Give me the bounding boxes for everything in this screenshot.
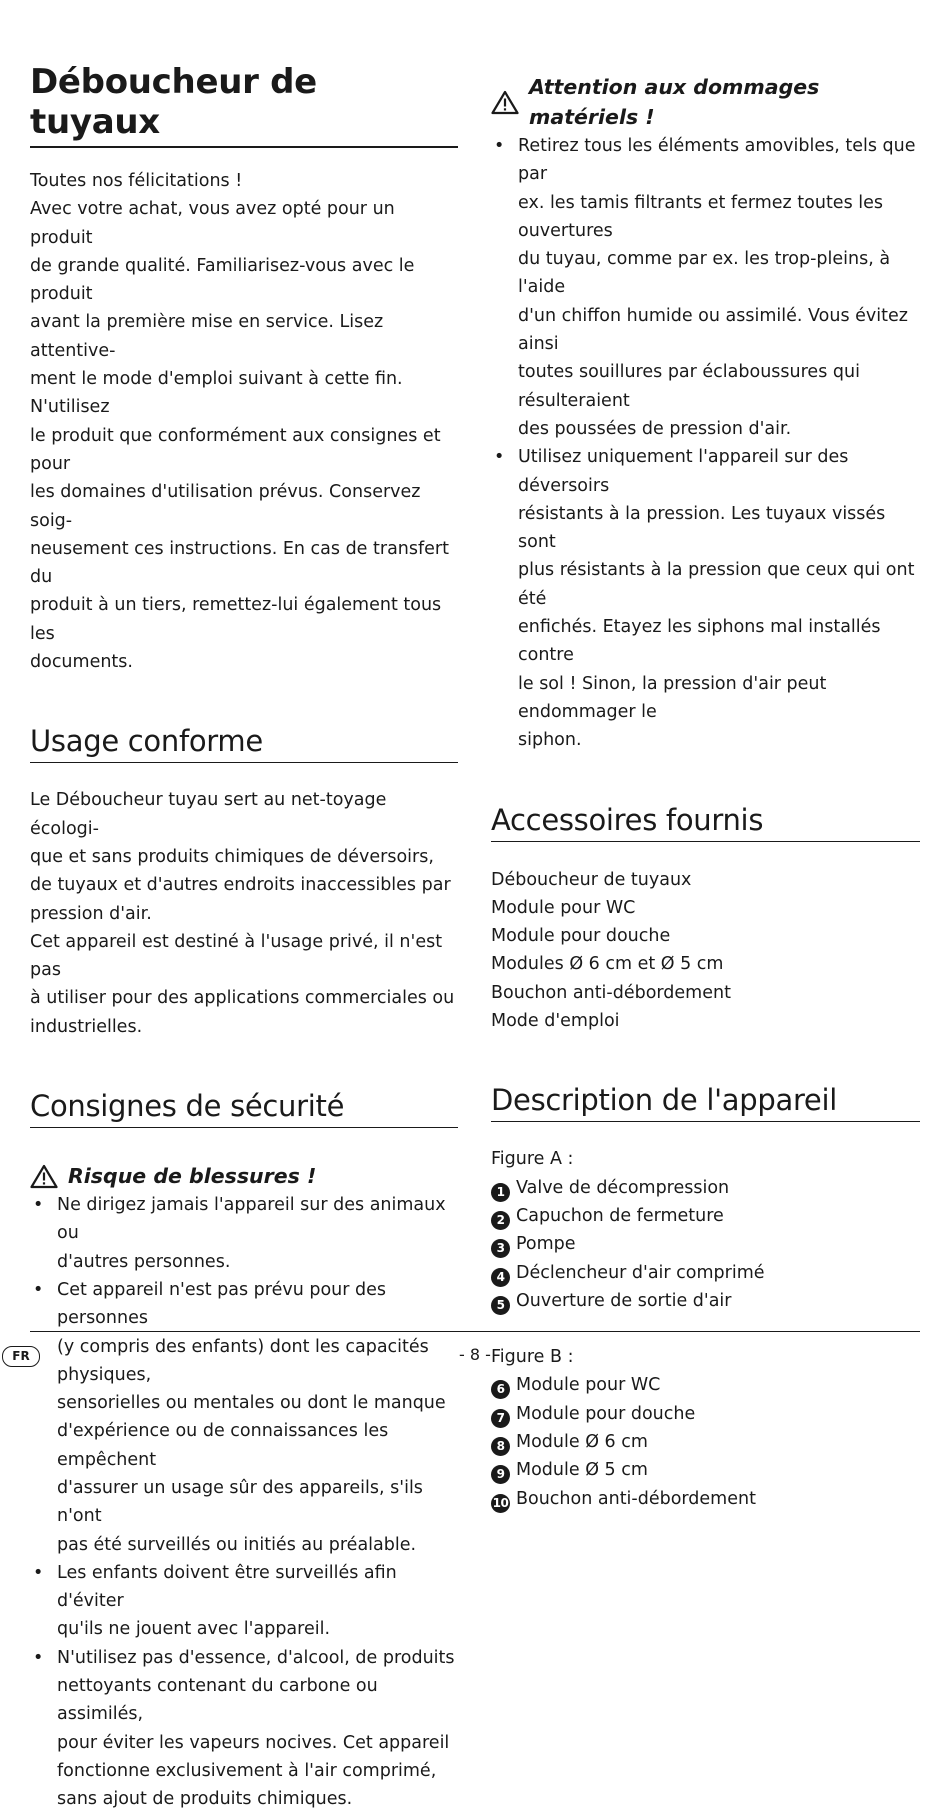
intro-line: avant la première mise en service. Lisez attentive- [30,312,384,361]
bullet-line: toutes souillures par éclaboussures qui résulteraient [518,362,860,411]
part-number-badge: 8 [491,1437,510,1456]
intro-line: neusement ces instructions. En cas de transfert du [30,538,449,588]
intro-line: documents. [30,652,133,673]
figure-part-item [491,1400,920,1428]
part-number-badge: 7 [491,1409,510,1428]
intro-line: les domaines d'utilisation prévus. Conservez soig- [30,482,421,531]
accessory-item: Module pour WC [491,897,636,918]
part-number-badge: 2 [491,1211,510,1230]
part-name: Module Ø 6 cm [516,1431,648,1452]
bullet-line: d'autres personnes. [57,1251,231,1272]
accessory-item: Mode d'emploi [491,1011,620,1032]
usage-text [30,786,458,1041]
part-name: Module pour douche [516,1403,696,1424]
part-name: Ouverture de sortie d'air [516,1290,732,1311]
bullet-line: plus résistants à la pression que ceux qui ont été [518,560,915,609]
figure-part-item [491,1456,920,1484]
part-number-badge: 3 [491,1239,510,1258]
usage-line: Cet appareil est destiné à l'usage privé, il n'est pas [30,931,443,981]
left-column [30,60,458,1814]
bullet-line: • Ne dirigez jamais l'appareil sur des animaux ou [57,1195,446,1244]
part-name: Valve de décompression [516,1177,730,1198]
bullet-line: résistants à la pression. Les tuyaux vissés sont [518,503,886,553]
part-name: Module pour WC [516,1375,661,1396]
figure-part-item [491,1259,920,1287]
bullet-line: d'assurer un usage sûr des appareils, s'ils n'ont [57,1477,423,1527]
bullet-line: nettoyants contenant du carbone ou assimilés, [57,1676,378,1725]
damage-list [491,132,920,755]
bullet-line: qu'ils ne jouent avec l'appareil. [57,1619,331,1640]
right-column [491,60,920,1513]
part-name: Bouchon anti-débordement [516,1488,756,1509]
part-number-badge: 5 [491,1296,510,1315]
intro-line: Avec votre achat, vous avez opté pour un produit [30,199,395,248]
figure-part-item [491,1174,920,1202]
part-number-badge: 9 [491,1465,510,1484]
figure-part-item [491,1485,920,1513]
language-badge: FR [2,1346,40,1367]
bullet-line: • Retirez tous les éléments amovibles, tels que par [518,136,916,185]
bullet-line: enfichés. Etayez les siphons mal installés contre [518,617,881,666]
usage-line: pression d'air. [30,903,152,924]
accessory-item: Déboucheur de tuyaux [491,869,692,890]
bullet-line: • N'utilisez pas d'essence, d'alcool, de produits [57,1647,455,1668]
bullet-line: du tuyau, comme par ex. les trop-pleins, à l'aide [518,249,891,298]
intro-line: ment le mode d'emploi suivant à cette fin. N'utilisez [30,369,403,418]
usage-line: à utiliser pour des applications commerciales ou [30,988,455,1009]
page-title: Déboucheur de tuyaux [30,60,458,148]
bullet-line: d'un chiffon humide ou assimilé. Vous évitez ainsi [518,305,908,355]
part-name: Capuchon de fermeture [516,1205,724,1226]
bullet-line: siphon. [518,730,582,751]
bullet-item [491,443,920,754]
part-number-badge: 10 [491,1494,510,1513]
footer-divider [30,1331,920,1332]
bullet-line: le sol ! Sinon, la pression d'air peut endommager le [518,673,827,722]
bullet-line: ex. les tamis filtrants et fermez toutes les ouvertures [518,192,884,241]
intro-line: le produit que conformément aux consignes et pour [30,425,441,474]
usage-line: que et sans produits chimiques de déversoirs, [30,846,434,867]
figure-a-list [491,1174,920,1315]
bullet-line: sans ajout de produits chimiques. [57,1789,353,1810]
bullet-item [30,1644,458,1814]
risk-list [30,1191,458,1814]
figure-part-item [491,1428,920,1456]
bullet-line: • Utilisez uniquement l'appareil sur des déversoirs [518,447,849,496]
page-number: - 8 - [459,1345,491,1364]
figure-part-item [491,1371,920,1399]
usage-line: de tuyaux et d'autres endroits inaccessibles par [30,875,451,896]
accessory-item: Modules Ø 6 cm et Ø 5 cm [491,954,724,975]
bullet-line: sensorielles ou mentales ou dont le manque [57,1393,446,1414]
figure-part-item [491,1230,920,1258]
figure-part-item [491,1287,920,1315]
part-name: Pompe [516,1234,576,1255]
part-name: Module Ø 5 cm [516,1460,648,1481]
bullet-line: pour éviter les vapeurs nocives. Cet appareil [57,1732,450,1753]
accessories-list [491,866,920,1036]
bullet-item [30,1559,458,1644]
part-number-badge: 1 [491,1183,510,1202]
accessory-item: Bouchon anti-débordement [491,982,731,1003]
intro-line: Toutes nos félicitations ! [30,171,243,191]
risk-warning-title: Risque de blessures ! [68,1164,317,1189]
bullet-item [30,1276,458,1559]
accessories-heading: Accessoires fournis [491,803,920,842]
usage-line: Le Déboucheur tuyau sert au net-toyage écologi- [30,790,387,839]
part-number-badge: 6 [491,1380,510,1399]
bullet-line: • Les enfants doivent être surveillés afin d'éviter [57,1562,397,1612]
bullet-line: pas été surveillés ou initiés au préalable. [57,1534,417,1555]
figure-b-list [491,1371,920,1512]
bullet-item [491,132,920,443]
warning-triangle-icon [491,90,519,115]
bullet-line: • Cet appareil n'est pas prévu pour des personnes [57,1279,387,1329]
bullet-line: (y compris des enfants) dont les capacités physiques, [57,1336,429,1385]
bullet-line: des poussées de pression d'air. [518,418,792,439]
usage-heading: Usage conforme [30,724,458,763]
intro-line: produit à un tiers, remettez-lui également tous les [30,595,442,644]
part-name: Déclencheur d'air comprimé [516,1262,765,1283]
accessory-item: Module pour douche [491,926,671,947]
bullet-line: d'expérience ou de connaissances les empêchent [57,1421,389,1470]
part-number-badge: 4 [491,1268,510,1287]
damage-warning-title: Attention aux dommages matériels ! [529,75,820,129]
figure-a-label: Figure A : [491,1149,574,1170]
risk-warning-heading [30,1161,458,1191]
intro-line: de grande qualité. Familiarisez-vous avec le produit [30,255,415,305]
damage-warning-heading [491,72,920,132]
safety-heading: Consignes de sécurité [30,1089,458,1128]
intro-text [30,167,458,676]
bullet-item [30,1191,458,1276]
bullet-line: fonctionne exclusivement à l'air comprimé, [57,1760,437,1781]
warning-triangle-icon [30,1164,58,1189]
description-heading: Description de l'appareil [491,1083,920,1122]
figure-b-label: Figure B : [491,1347,574,1368]
figure-part-item [491,1202,920,1230]
usage-line: industrielles. [30,1016,143,1037]
